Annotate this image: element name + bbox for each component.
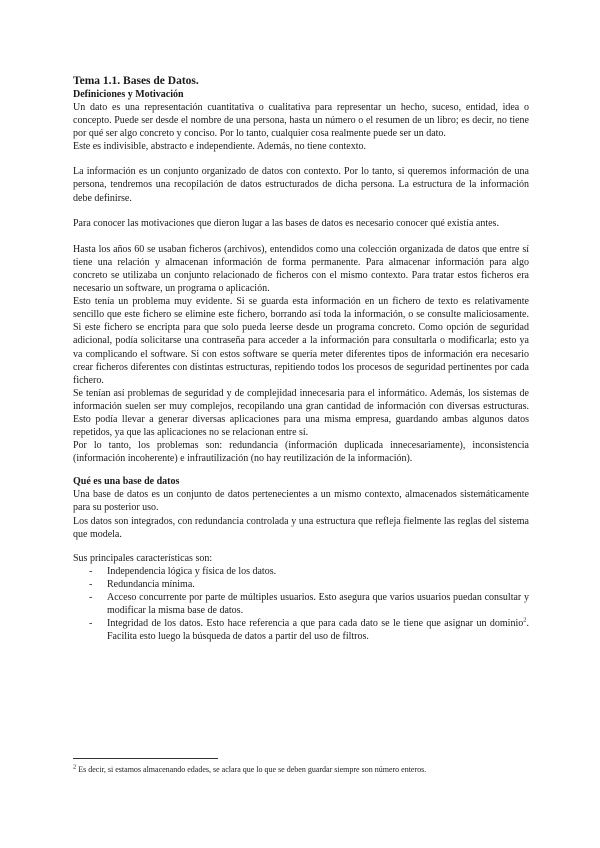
section-heading-que-es-bd: Qué es una base de datos: [73, 476, 180, 488]
section-heading-definitions: Definiciones y Motivación: [73, 89, 184, 100]
paragraph-motivaciones: Para conocer las motivaciones que dieron lugar a las bases de datos es necesario conocer qué existía antes.: [73, 217, 499, 229]
paragraph-problema-seguridad: Esto tenía un problema muy evidente. Si se guarda esta información en un fichero de texto es relativamente sencillo que este fichero se elimine este fichero, borrando así toda la información, o se consulte maliciosamente. Si este fichero se encripta para que solo pueda leerse desde un programa concreto. Como opción de seguridad adicional, podía solicitarse una contraseña para acceder a la información para consultarla o modificarla; esto ya va complicando el software. Si con estos software se quería meter diferentes tipos de información era necesario crear ficheros diferentes con distintas estructuras, repitiendo todos los procesos de seguridad pertinentes por cada fichero.: [73, 296, 529, 386]
footnote: [73, 765, 529, 775]
list-item: [73, 578, 529, 591]
list-item-text: Acceso concurrente por parte de múltiples usuarios. Esto asegura que varios usuarios puedan consultar y modificar la misma base de datos.: [107, 592, 529, 617]
paragraph-problemas: Por lo tanto, los problemas son: redundancia (información duplicada innecesariamente), inconsistencia (información incoherente) e infrautilización (no hay reutilización de la información).: [73, 440, 529, 465]
paragraph-informacion: La información es un conjunto organizado de datos con contexto. Por lo tanto, si queremos información de una persona, tendremos una recopilación de datos estructurados de dicha persona. La estructura de la información debe definirse.: [73, 166, 529, 204]
paragraph-bd-integrados: Los datos son integrados, con redundancia controlada y una estructura que refleja fielmente las reglas del sistema que modela.: [73, 515, 529, 540]
page-title: Tema 1.1. Bases de Datos.: [73, 75, 199, 87]
bullet-dash: -: [89, 618, 93, 630]
footnote-reference[interactable]: 2: [523, 616, 527, 624]
footnote-divider: [73, 758, 218, 759]
bullet-dash: -: [89, 578, 93, 590]
list-item: - Integridad de los datos. Esto hace referencia a que para cada dato se le tiene que asignar un dominio$^2$. Facilita esto luego la búsqueda de datos a partir del uso de filtros.: [89, 616, 529, 643]
list-item-text: Redundancia mínima.: [107, 578, 195, 590]
paragraph-complejidad: Se tenían así problemas de seguridad y de complejidad innecesaria para el informático. Además, los sistemas de información suelen ser muy complejos, recopilando una gran cantidad de información con diversas estructuras. Esto podía llevar a generar diversas aplicaciones para una misma empresa, guardando ambas algunos datos repetidos, ya que las aplicaciones no se relacionan entre sí.: [73, 387, 529, 439]
paragraph-dato-definition: Un dato es una representación cuantitativa o cualitativa para representar un hecho, suceso, entidad, idea o concepto. Puede ser desde el nombre de una persona, hasta un número o el resumen de un libro; es decir, no tiene por qué ser algo concreto y conciso. Por lo tanto, cualquier cosa realmente puede ser un dato.: [73, 102, 529, 140]
bullet-dash: -: [89, 592, 93, 603]
paragraph-dato-properties: Este es indivisible, abstracto e independiente. Además, no tiene contexto.: [73, 141, 366, 153]
footnote-number: 2: [73, 763, 77, 771]
list-item-text-continued: Facilita esto luego la búsqueda de datos a partir del uso de filtros.: [107, 631, 369, 643]
list-item: [73, 565, 529, 578]
footnote-text: Es decir, si estamos almacenando edades, se aclara que lo que se deben guardar siempre son número enteros.: [78, 765, 427, 774]
document-page: [73, 74, 529, 643]
list-item-text: Integridad de los datos. Esto hace referencia a que para cada dato se le tiene que asignar un dominio: [107, 618, 524, 630]
paragraph-ficheros: Hasta los años 60 se usaban ficheros (archivos), entendidos como una colección organizada de datos que entre sí tiene una relación y almacenan información de forma permanente. Para almacenar información para algo concreto se utilizaba un conjunto relacionado de ficheros con el mismo contexto. Para tratar estos ficheros era necesario un software, un programa o aplicación.: [73, 243, 529, 295]
list-item: [73, 591, 529, 617]
features-list: [73, 565, 529, 644]
paragraph-bd-definition: Una base de datos es un conjunto de datos pertenecientes a un mismo contexto, almacenados sistemáticamente para su posterior uso.: [73, 489, 529, 514]
paragraph-caracteristicas-intro: Sus principales características son:: [73, 552, 213, 564]
bullet-dash: -: [89, 565, 93, 577]
list-item-text: Independencia lógica y física de los datos.: [107, 565, 277, 577]
